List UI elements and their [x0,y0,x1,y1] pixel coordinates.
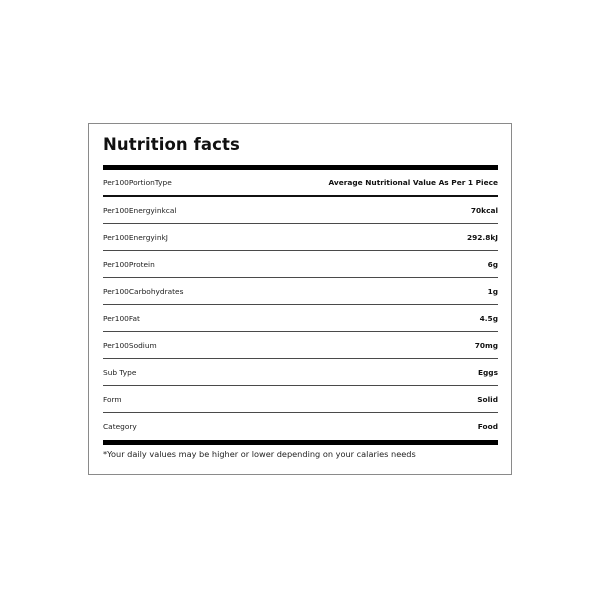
row-value: Food [477,422,498,431]
row-label: Per100Sodium [103,340,157,350]
table-row-energy-kcal [103,197,498,224]
bottom-divider [103,440,498,445]
nutrition-facts-card [88,123,512,475]
row-value: Solid [477,394,498,404]
row-value: 6g [487,259,498,269]
table-row-energy-kj [103,224,498,251]
row-value: Average Nutritional Value As Per 1 Piece [328,178,498,187]
row-label: Per100Energyinkcal [103,205,177,215]
row-label: Sub Type [103,367,137,377]
row-label: Per100Carbohydrates [103,286,184,296]
row-label: Per100PortionType [103,178,172,187]
table-row-fat [103,305,498,332]
nutrition-facts-title: Nutrition facts [103,135,240,154]
table-row-category [103,413,498,440]
nutrition-table [103,170,498,440]
table-row-portion-type [103,170,498,197]
row-value: 70mg [474,340,498,350]
row-label: Per100Fat [103,313,140,323]
table-row-protein [103,251,498,278]
row-label: Form [103,394,122,404]
row-label: Per100EnergyinkJ [103,232,168,242]
row-value: 1g [487,286,498,296]
row-value: 4.5g [479,313,498,323]
footnote-text: *Your daily values may be higher or lower depending on your calaries needs [103,449,416,459]
row-value: 70kcal [470,205,498,215]
table-row-sub-type [103,359,498,386]
table-row-form [103,386,498,413]
row-value: Eggs [477,367,498,377]
row-label: Per100Protein [103,259,155,269]
row-label: Category [103,422,137,431]
table-row-sodium [103,332,498,359]
table-row-carbohydrates [103,278,498,305]
row-value: 292.8kJ [466,232,498,242]
